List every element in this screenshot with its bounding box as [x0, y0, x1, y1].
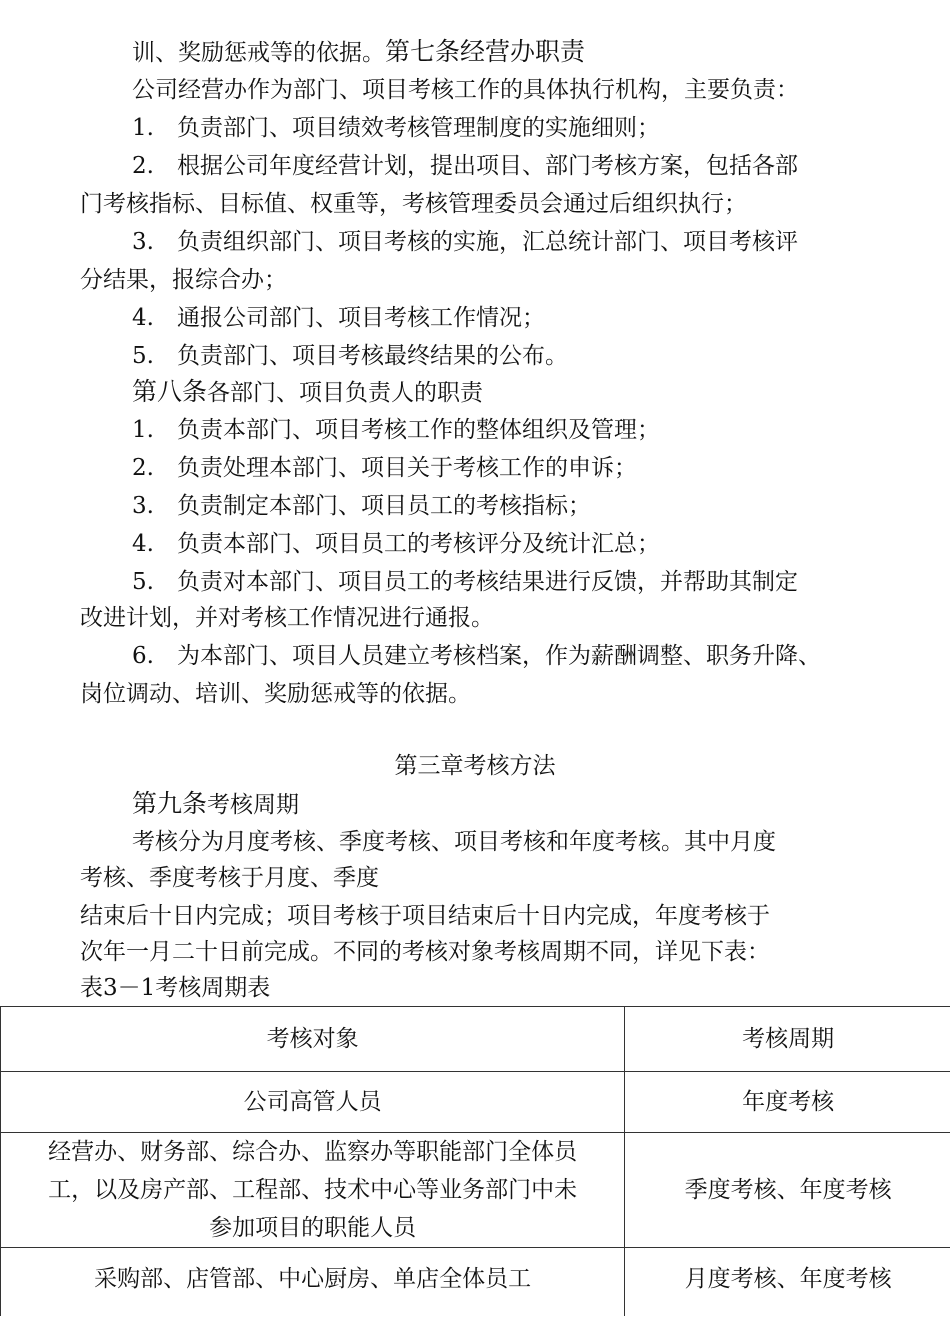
- paragraph-line: 结束后十日内完成；项目考核于项目结束后十日内完成，年度考核于: [80, 903, 770, 929]
- paragraph-line: 考核分为月度考核、季度考核、项目考核和年度考核。其中月度: [132, 829, 776, 855]
- list-item: 1. 负责部门、项目绩效考核管理制度的实施细则；: [132, 115, 660, 141]
- paragraph-line: 训、奖励惩戒等的依据。第七条经营办职责: [132, 37, 586, 66]
- list-item: 6. 为本部门、项目人员建立考核档案，作为薪酬调整、职务升降、: [132, 643, 821, 669]
- list-item-continuation: 门考核指标、目标值、权重等，考核管理委员会通过后组织执行；: [80, 191, 747, 217]
- article-heading: 第八条各部门、项目负责人的职责: [132, 377, 484, 406]
- list-item: 3. 负责制定本部门、项目员工的考核指标；: [132, 493, 591, 519]
- article-heading: 第七条经营办职责: [385, 37, 586, 66]
- assessment-cycle-table: [0, 1006, 950, 1316]
- chapter-title: 第三章考核方法: [394, 753, 556, 779]
- table-header-row: [1, 1007, 950, 1072]
- paragraph-line: 考核、季度考核于月度、季度: [80, 865, 379, 891]
- paragraph-line: 公司经营办作为部门、项目考核工作的具体执行机构，主要负责：: [132, 77, 799, 103]
- list-item: 5. 负责对本部门、项目员工的考核结果进行反馈，并帮助其制定: [132, 569, 798, 595]
- cell-object: 经营办、财务部、综合办、监察办等职能部门全体员 工，以及房产部、工程部、技术中心等业务部门中未 参加项目的职能人员: [1, 1133, 625, 1248]
- table-caption: 表3－1考核周期表: [80, 975, 271, 1001]
- cell-cycle: 季度考核、年度考核: [625, 1133, 950, 1248]
- table-row: [1, 1133, 950, 1248]
- list-item-continuation: 改进计划，并对考核工作情况进行通报。: [80, 605, 494, 631]
- cell-cycle: 月度考核、年度考核: [625, 1248, 950, 1317]
- list-item: 4. 负责本部门、项目员工的考核评分及统计汇总；: [132, 531, 660, 557]
- article-heading: 第九条考核周期: [132, 789, 300, 818]
- table-row: [1, 1072, 950, 1133]
- list-item: 3. 负责组织部门、项目考核的实施，汇总统计部门、项目考核评: [132, 229, 798, 255]
- list-item: 4. 通报公司部门、项目考核工作情况；: [132, 305, 545, 331]
- list-item: 5. 负责部门、项目考核最终结果的公布。: [132, 343, 568, 369]
- list-item-continuation: 分结果，报综合办；: [80, 267, 287, 293]
- list-item: 1. 负责本部门、项目考核工作的整体组织及管理；: [132, 417, 660, 443]
- list-item: 2. 负责处理本部门、项目关于考核工作的申诉；: [132, 455, 637, 481]
- header-cycle: 考核周期: [625, 1007, 950, 1072]
- paragraph-line: 次年一月二十日前完成。不同的考核对象考核周期不同，详见下表：: [80, 939, 770, 965]
- list-item-continuation: 岗位调动、培训、奖励惩戒等的依据。: [80, 681, 471, 707]
- list-item: 2. 根据公司年度经营计划，提出项目、部门考核方案，包括各部: [132, 153, 798, 179]
- cell-object: 采购部、店管部、中心厨房、单店全体员工: [1, 1248, 625, 1317]
- header-object: 考核对象: [1, 1007, 625, 1072]
- table-row: [1, 1248, 950, 1317]
- cell-object: 公司高管人员: [1, 1072, 625, 1133]
- cell-cycle: 年度考核: [625, 1072, 950, 1133]
